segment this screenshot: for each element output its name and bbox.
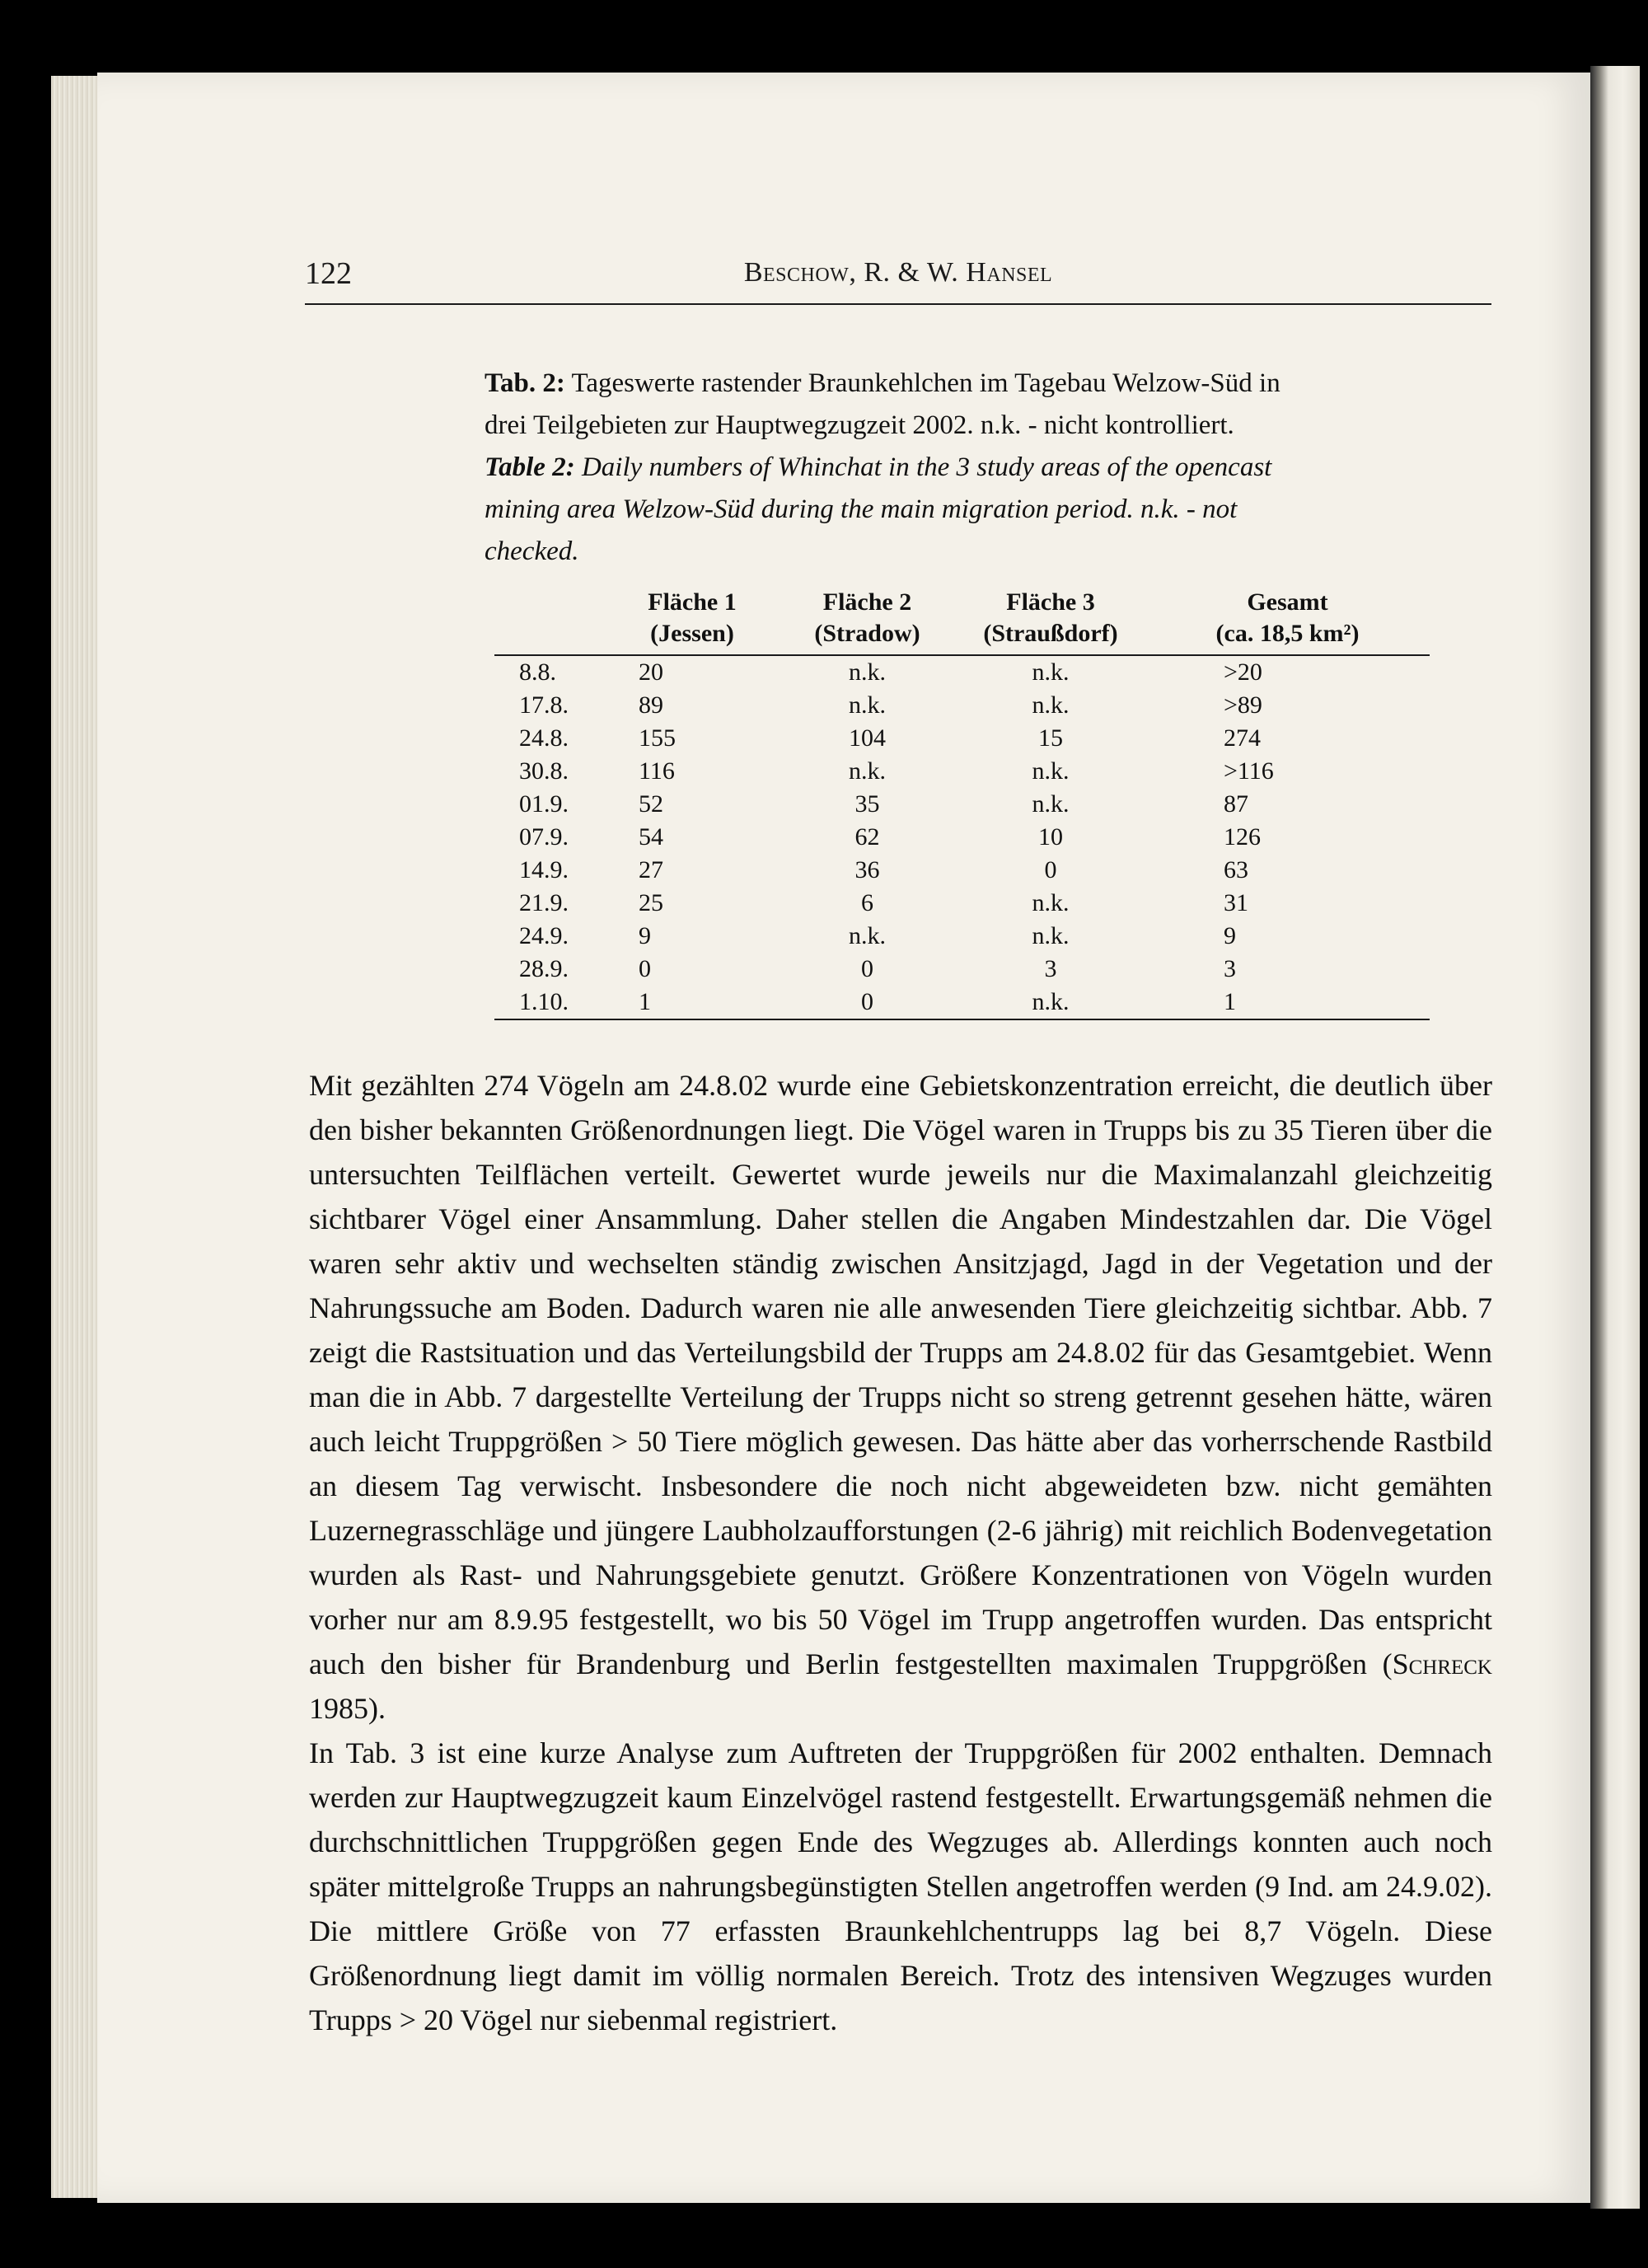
cell-f3: n.k. — [1032, 691, 1070, 719]
cell-f2: 36 — [854, 856, 880, 883]
cell-f3: n.k. — [1032, 757, 1070, 785]
page-number: 122 — [305, 256, 352, 291]
cell-total: 31 — [1224, 889, 1248, 916]
cell-f1: 9 — [639, 922, 651, 949]
caption-german-label: Tab. 2: — [485, 368, 565, 398]
cell-f3: n.k. — [956, 986, 1145, 1019]
cell-total: 3 — [1224, 955, 1236, 982]
cell-f1: 155 — [639, 724, 676, 752]
cell-total: 87 — [1224, 790, 1248, 818]
table-row — [494, 920, 1430, 953]
caption-german-text: Tageswerte rastender Braunkehlchen im Tagebau Welzow-Süd in drei Teilgebieten zur Hauptwegzugzeit 2002. n.k. - nicht kontrolliert. — [485, 368, 1280, 440]
cell-f3: n.k. — [1032, 889, 1070, 916]
cell-total: >89 — [1224, 691, 1262, 719]
header-flaeche-1: Fläche 1 (Jessen) — [606, 587, 779, 655]
cell-f2: n.k. — [849, 922, 886, 949]
cell-f1: 0 — [639, 955, 651, 982]
table-row — [494, 854, 1430, 887]
paragraph: In Tab. 3 ist eine kurze Analyse zum Auftreten der Truppgrößen für 2002 enthalten. Demnach werden zur Hauptwegzugzeit kaum Einzelvögel rastend festgestellt. Erwartungsgemäß nehmen die durchschnittlichen Truppgrößen gegen Ende des Wegzuges ab. Allerdings konnten auch noch später mittelgroße Trupps an nahrungsbegünstigten Stellen angetroffen werden (9 Ind. am 24.9.02). Die mittlere Größe von 77 erfassten Braunkehlchentrupps lag bei 8,7 Vögeln. Diese Größenordnung liegt damit im völlig normalen Bereich. Trotz des intensiven Wegzuges wurden Trupps > 20 Vögel nur siebenmal registriert. — [309, 1736, 1492, 2036]
cell-date: 17.8. — [519, 691, 569, 719]
table-row — [494, 689, 1430, 722]
cell-total: 63 — [1224, 856, 1248, 883]
cell-f3: n.k. — [1032, 658, 1070, 686]
cell-f1: 116 — [639, 757, 675, 785]
cell-f3: 0 — [1044, 856, 1057, 883]
table-row — [494, 953, 1430, 986]
cell-f1: 89 — [639, 691, 663, 719]
cell-f2: 62 — [854, 823, 880, 850]
cell-date: 21.9. — [519, 889, 569, 916]
cell-date: 01.9. — [519, 790, 569, 818]
running-head: Beschow, R. & W. Hansel — [743, 257, 1053, 288]
cell-date: 1.10. — [494, 986, 606, 1019]
cell-f3: n.k. — [1032, 790, 1070, 818]
whinchat-count-table — [494, 587, 1430, 1020]
cell-total: 274 — [1224, 724, 1261, 752]
table-row — [494, 655, 1430, 689]
cell-total: >116 — [1224, 757, 1274, 785]
caption-english — [485, 447, 1317, 573]
caption-german — [485, 363, 1317, 447]
cell-f3: 3 — [1044, 955, 1057, 982]
cell-f2: 0 — [779, 986, 956, 1019]
header-flaeche-2: Fläche 2 (Stradow) — [779, 587, 956, 655]
header-date — [494, 587, 606, 655]
header-gesamt: Gesamt (ca. 18,5 km²) — [1145, 587, 1430, 655]
cell-total: 9 — [1224, 922, 1236, 949]
cell-f2: 35 — [854, 790, 880, 818]
header-flaeche-3: Fläche 3 (Straußdorf) — [956, 587, 1145, 655]
cell-f3: n.k. — [1032, 922, 1070, 949]
body-text — [309, 1063, 1492, 2042]
facing-page-edge — [1590, 66, 1640, 2209]
cell-f2: 6 — [861, 889, 873, 916]
cell-f3: 10 — [1038, 823, 1063, 850]
citation-author: Schreck — [1392, 1647, 1492, 1680]
cell-f1: 54 — [639, 823, 663, 850]
cell-date: 8.8. — [519, 658, 556, 686]
cell-date: 30.8. — [519, 757, 569, 785]
paragraph: Mit gezählten 274 Vögeln am 24.8.02 wurde eine Gebietskonzentration erreicht, die deutlich über den bisher bekannten Größenordnungen liegt. Die Vögel waren in Trupps bis zu 35 Tieren über die untersuchten Teilflächen verteilt. Gewertet wurde jeweils nur die Maximalanzahl gleichzeitig sichtbarer Vögel einer Ansammlung. Daher stellen die Angaben Mindestzahlen dar. Die Vögel waren sehr aktiv und wechselten ständig zwischen Ansitzjagd, Jagd in der Vegetation und der Nahrungssuche am Boden. Dadurch waren nie alle anwesenden Tiere gleichzeitig sichtbar. Abb. 7 zeigt die Rastsituation und das Verteilungsbild der Trupps am 24.8.02 für das Gesamtgebiet. Wenn man die in Abb. 7 dargestellte Verteilung der Trupps nicht so streng getrennt gesehen hätte, wären auch leicht Truppgrößen > 50 Tiere möglich gewesen. Das hätte aber das vorherrschende Rastbild an diesem Tag verwischt. Insbesondere die noch nicht abgeweideten bzw. nicht gemähten Luzernegrasschläge und jüngere Laubholzaufforstungen (2-6 jährig) mit reichlich Bodenvegetation wurden als Rast- und Nahrungsgebiete genutzt. Größere Konzentrationen von Vögeln wurden vorher nur am 8.9.95 festgestellt, wo bis 50 Vögel im Trupp angetroffen wurden. Das entspricht auch den bisher für Brandenburg und Berlin festgestellten maximalen Truppgrößen (Schreck 1985). — [309, 1069, 1492, 1725]
cell-f3: 15 — [1038, 724, 1063, 752]
table-row — [494, 821, 1430, 854]
caption-english-label: Table 2: — [485, 452, 575, 482]
table-row — [494, 986, 1430, 1019]
table-row — [494, 887, 1430, 920]
cell-total: 126 — [1224, 823, 1261, 850]
cell-total: 1 — [1145, 986, 1430, 1019]
cell-f2: n.k. — [849, 658, 886, 686]
cell-date: 24.9. — [519, 922, 569, 949]
table-header-row — [494, 587, 1430, 655]
table-row — [494, 755, 1430, 788]
cell-total: >20 — [1224, 658, 1262, 686]
cell-f1: 20 — [639, 658, 663, 686]
page-header — [305, 255, 1491, 305]
cell-date: 14.9. — [519, 856, 569, 883]
cell-f2: 0 — [861, 955, 873, 982]
table-row — [494, 722, 1430, 755]
table-body — [494, 655, 1430, 1019]
cell-f1: 52 — [639, 790, 663, 818]
caption-english-text: Daily numbers of Whinchat in the 3 study areas of the opencast mining area Welzow-Süd during the main migration period. n.k. - not checked. — [485, 452, 1272, 566]
cell-f1: 1 — [606, 986, 779, 1019]
cell-f1: 25 — [639, 889, 663, 916]
cell-f2: 104 — [849, 724, 886, 752]
cell-date: 28.9. — [519, 955, 569, 982]
cell-date: 07.9. — [519, 823, 569, 850]
cell-f1: 27 — [639, 856, 663, 883]
cell-f2: n.k. — [849, 691, 886, 719]
table-row — [494, 788, 1430, 821]
cell-f2: n.k. — [849, 757, 886, 785]
table-caption — [485, 363, 1317, 573]
cell-date: 24.8. — [519, 724, 569, 752]
